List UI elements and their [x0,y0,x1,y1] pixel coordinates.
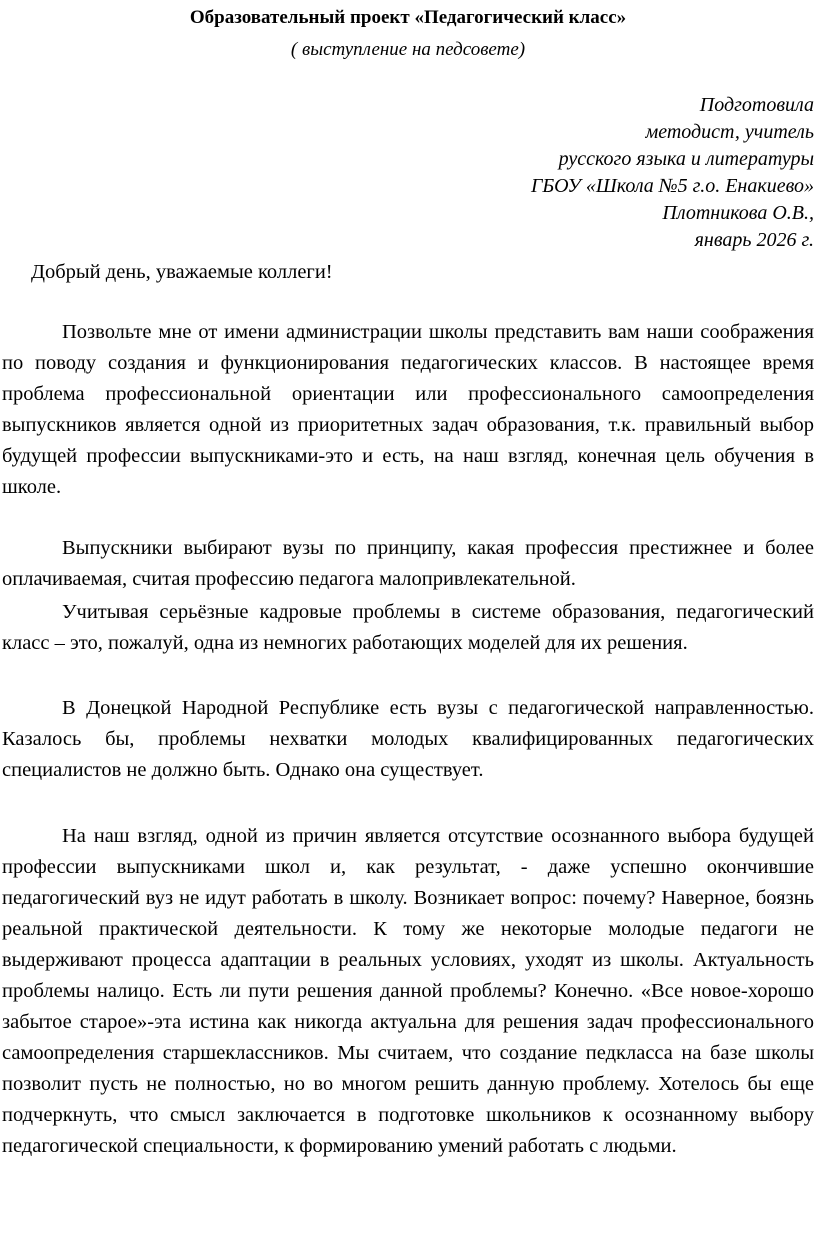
author-block [214,92,814,254]
author-line-date: январь 2026 г. [694,229,814,251]
author-line-school: ГБОУ «Школа №5 г.о. Енакиево» [530,175,814,197]
paragraph-4: В Донецкой Народной Республике есть вузы с педагогической направленностью. Казалось бы, проблемы нехватки молодых квалифицированных педагогических специалистов не должно быть. Однако она существует. [2,697,814,781]
author-line-subject: русского языка и литературы [558,148,814,170]
author-line-prepared: Подготовила [699,94,814,116]
paragraph-3: Учитывая серьёзные кадровые проблемы в системе образования, педагогический класс – это, пожалуй, одна из немногих работающих моделей для их решения. [2,601,814,654]
author-line-position: методист, учитель [645,121,814,143]
document-title: Образовательный проект «Педагогический класс» [189,7,627,28]
author-line-name: Плотникова О.В., [662,202,814,224]
paragraph-1: Позвольте мне от имени администрации школы представить вам наши соображения по поводу создания и функционирования педагогических классов. В настоящее время проблема профессиональной ориентации или профессионального самоопределения выпускников является одной из приоритетных задач образования, т.к. правильный выбор будущей профессии выпускниками-это и есть, на наш взгляд, конечная цель обучения в школе. [2,321,814,498]
document-subtitle: ( выступление на педсовете) [290,39,526,60]
greeting: Добрый день, уважаемые коллеги! [31,261,333,283]
paragraph-2: Выпускники выбирают вузы по принципу, какая профессия престижнее и более оплачиваемая, считая профессию педагога малопривлекательной. [2,537,814,590]
paragraph-5: На наш взгляд, одной из причин является отсутствие осознанного выбора будущей профессии выпускниками школ и, как результат, - даже успешно окончившие педагогический вуз не идут работать в школу. Возникает вопрос: почему? Наверное, боязнь реальной практической деятельности. К тому же некоторые молодые педагоги не выдерживают процесса адаптации в реальных условиях, уходят из школы. Актуальность проблемы налицо. Есть ли пути решения данной проблемы? Конечно. «Все новое-хорошо забытое старое»-эта истина как никогда актуальна для решения задач профессионального самоопределения старшеклассников. Мы считаем, что создание педкласса на базе школы позволит пусть не полностью, но во многом решить данную проблему. Хотелось бы еще подчеркнуть, что смысл заключается в подготовке школьников к осознанному выбору педагогической специальности, к формированию умений работать с людьми. [2,825,814,1157]
